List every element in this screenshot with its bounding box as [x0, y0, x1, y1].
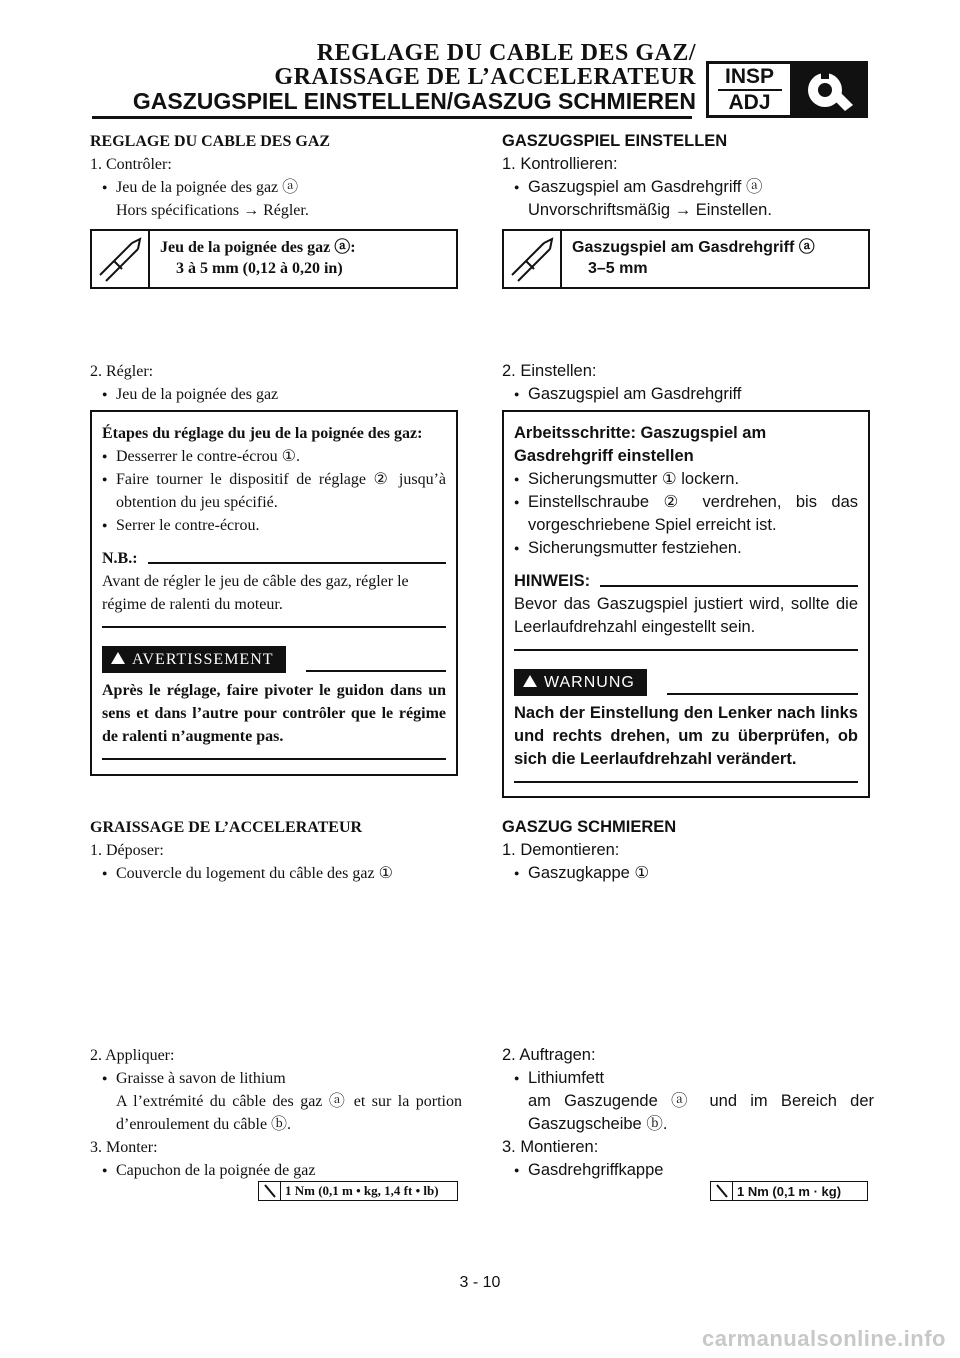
fr-step-1: 1. Contrôler: [90, 156, 172, 173]
de-step-1-item: ● Gaszugspiel am Gasdrehgriff ⓐ [502, 176, 874, 199]
de-lube-step-1-item: ● Gaszugkappe ① [502, 862, 874, 885]
fr-step-2: 2. Régler: [90, 363, 154, 380]
fr-lube-step-2-note: A l’extrémité du câble des gaz ⓐ et sur la portion d’enroulement du câble ⓑ. [116, 1093, 462, 1133]
fr-lube-step-3: 3. Monter: [90, 1139, 158, 1156]
de-procedure-step: ● Sicherungsmutter festziehen. [514, 537, 858, 560]
fr-spec-label: Jeu de la poignée des gaz ⓐ: [160, 239, 356, 256]
fr-lube-step-1: 1. Déposer: [90, 842, 164, 859]
title-line-2: GRAISSAGE DE L’ACCELERATEUR [274, 64, 696, 90]
de-spec-value: 3–5 mm [588, 260, 648, 277]
insp-adj-badge [706, 61, 868, 118]
torque-wrench-icon [711, 1182, 733, 1200]
de-procedure-step: ● Sicherungsmutter ① lockern. [514, 468, 858, 491]
badge-insp: INSP [724, 64, 774, 88]
header-rule [92, 116, 692, 119]
fr-torque-box [258, 1181, 458, 1201]
de-step-1-note: Unvorschriftsmäßig → Einstellen. [528, 201, 772, 219]
de-step-2-item: ● Gaszugspiel am Gasdrehgriff [502, 383, 874, 406]
fr-lube-step-3-item: ● Capuchon de la poignée de gaz [90, 1159, 462, 1182]
caliper-icon [92, 231, 150, 287]
de-nb-label: HINWEIS: [514, 572, 591, 590]
de-spec-box [502, 229, 870, 289]
wrench-icon [793, 64, 865, 115]
fr-procedure-step: ● Desserrer le contre-écrou ①. [102, 445, 446, 468]
de-warning-text: Nach der Einstellung den Lenker nach links und rechts drehen, um zu überprüfen, ob sich die Leerlaufdrehzahl verändert. [514, 704, 858, 768]
fr-spec-value: 3 à 5 mm (0,12 à 0,20 in) [176, 260, 343, 277]
de-warning-label: WARNUNG [514, 669, 647, 696]
fr-warning-label: AVERTISSEMENT [102, 646, 286, 673]
de-lube-step-3-item: ● Gasdrehgriffkappe [502, 1159, 874, 1182]
french-column [90, 130, 462, 1198]
german-column [502, 130, 874, 1199]
de-heading-2: GASZUG SCHMIEREN [502, 818, 677, 836]
title-line-1: REGLAGE DU CABLE DES GAZ/ [316, 40, 696, 66]
fr-torque-value: 1 Nm (0,1 m • kg, 1,4 ft • lb) [285, 1183, 439, 1198]
fr-spec-box [90, 229, 458, 289]
de-step-2: 2. Einstellen: [502, 362, 597, 380]
de-step-1: 1. Kontrollieren: [502, 155, 618, 173]
fr-heading-2: GRAISSAGE DE L’ACCELERATEUR [90, 819, 363, 836]
de-lube-step-3: 3. Montieren: [502, 1138, 599, 1156]
fr-lube-step-2-item: ● Graisse à savon de lithium [90, 1067, 462, 1090]
caliper-icon [504, 231, 562, 287]
de-lube-step-2-item: ● Lithiumfett [502, 1067, 874, 1090]
fr-procedure-title: Étapes du réglage du jeu de la poignée des gaz: [102, 425, 423, 442]
badge-adj: ADJ [728, 90, 771, 114]
title-line-3: GASZUGSPIEL EINSTELLEN/GASZUG SCHMIEREN [132, 88, 696, 114]
de-nb-text: Bevor das Gaszugspiel justiert wird, sollte die Leerlaufdrehzahl eingestellt sein. [514, 595, 858, 636]
watermark: carmanualsonline.info [702, 1326, 946, 1351]
fr-nb-label: N.B.: [102, 550, 138, 567]
fr-heading-1: REGLAGE DU CABLE DES GAZ [90, 133, 331, 150]
fr-step-1-note: Hors spécifications → Régler. [116, 202, 309, 219]
fr-warning-text: Après le réglage, faire pivoter le guidon dans un sens et dans l’autre pour contrôler que le régime de ralenti n’augmente pas. [102, 682, 446, 745]
fr-step-2-item: ● Jeu de la poignée des gaz [90, 383, 462, 406]
de-lube-step-1: 1. Demontieren: [502, 841, 620, 859]
de-procedure-step: ● Einstellschraube ② verdrehen, bis das vorgeschriebene Spiel erreicht ist. [514, 491, 858, 537]
de-lube-step-2-note: am Gaszugende ⓐ und im Bereich der Gaszugscheibe ⓑ. [528, 1092, 874, 1133]
de-torque-box [710, 1181, 868, 1201]
fr-nb-text: Avant de régler le jeu de câble des gaz, régler le régime de ralenti du moteur. [102, 573, 409, 613]
page-number: 3 - 10 [459, 1274, 501, 1291]
fr-procedure-step: ● Serrer le contre-écrou. [102, 514, 446, 537]
de-procedure-box [502, 410, 870, 798]
de-torque-value: 1 Nm (0,1 m · kg) [737, 1183, 842, 1199]
de-heading-1: GASZUGSPIEL EINSTELLEN [502, 132, 728, 150]
fr-procedure-box [90, 410, 458, 776]
torque-wrench-icon [259, 1182, 281, 1200]
fr-step-1-item: ● Jeu de la poignée des gaz ⓐ [90, 176, 462, 199]
fr-procedure-step: ● Faire tourner le dispositif de réglage ② jusqu’à obtention du jeu spécifié. [102, 468, 446, 514]
fr-lube-step-2: 2. Appliquer: [90, 1047, 175, 1064]
de-spec-label: Gaszugspiel am Gasdrehgriff ⓐ [572, 239, 815, 256]
de-lube-step-2: 2. Auftragen: [502, 1046, 596, 1064]
de-procedure-title: Arbeitsschritte: Gaszugspiel am Gasdrehgriff einstellen [514, 424, 767, 465]
fr-lube-step-1-item: ● Couvercle du logement du câble des gaz ① [90, 862, 462, 885]
